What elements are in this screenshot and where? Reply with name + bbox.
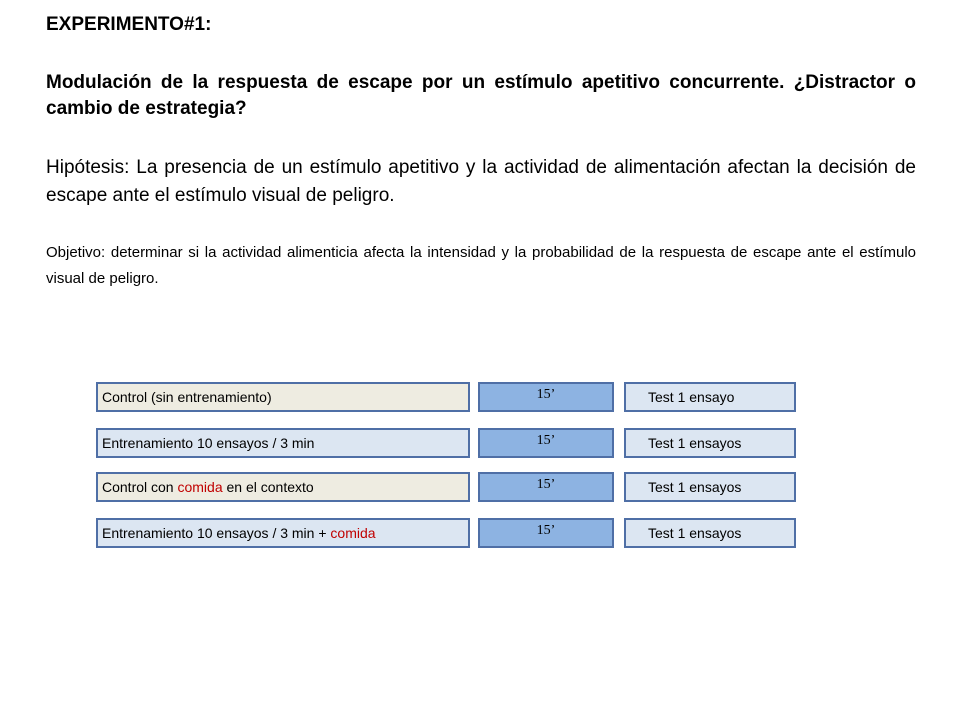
objective-text: Objetivo: determinar si la actividad alimenticia afecta la intensidad y la probabilidad de la respuesta de escape ante el estímulo visual de peligro. bbox=[46, 244, 916, 287]
interval-box: 15’ bbox=[478, 382, 614, 412]
interval-box: 15’ bbox=[478, 428, 614, 458]
design-row bbox=[96, 472, 796, 504]
page-title: EXPERIMENTO#1: bbox=[46, 14, 212, 35]
group-highlight: comida bbox=[177, 479, 223, 495]
group-highlight: comida bbox=[330, 525, 376, 541]
group-box bbox=[96, 472, 470, 502]
design-row bbox=[96, 428, 796, 460]
test-box: Test 1 ensayos bbox=[624, 472, 796, 502]
group-suffix: en el contexto bbox=[222, 479, 314, 495]
interval-box: 15’ bbox=[478, 518, 614, 548]
group-label: Control (sin entrenamiento) bbox=[102, 389, 272, 405]
group-box bbox=[96, 382, 470, 412]
group-label: Control con bbox=[102, 479, 178, 495]
group-label: Entrenamiento 10 ensayos / 3 min + bbox=[102, 525, 331, 541]
experiment-design-table bbox=[96, 382, 796, 552]
hypothesis-text: Hipótesis: La presencia de un estímulo apetitivo y la actividad de alimentación afectan la decisión de escape ante el estímulo visual de peligro. bbox=[46, 157, 916, 206]
group-box bbox=[96, 428, 470, 458]
experiment-subtitle: Modulación de la respuesta de escape por un estímulo apetitivo concurrente. ¿Distractor o cambio de estrategia? bbox=[46, 72, 916, 119]
test-box: Test 1 ensayo bbox=[624, 382, 796, 412]
test-box: Test 1 ensayos bbox=[624, 428, 796, 458]
design-row bbox=[96, 382, 796, 414]
design-row bbox=[96, 518, 796, 550]
group-label: Entrenamiento 10 ensayos / 3 min bbox=[102, 435, 315, 451]
group-box bbox=[96, 518, 470, 548]
test-box: Test 1 ensayos bbox=[624, 518, 796, 548]
interval-box: 15’ bbox=[478, 472, 614, 502]
